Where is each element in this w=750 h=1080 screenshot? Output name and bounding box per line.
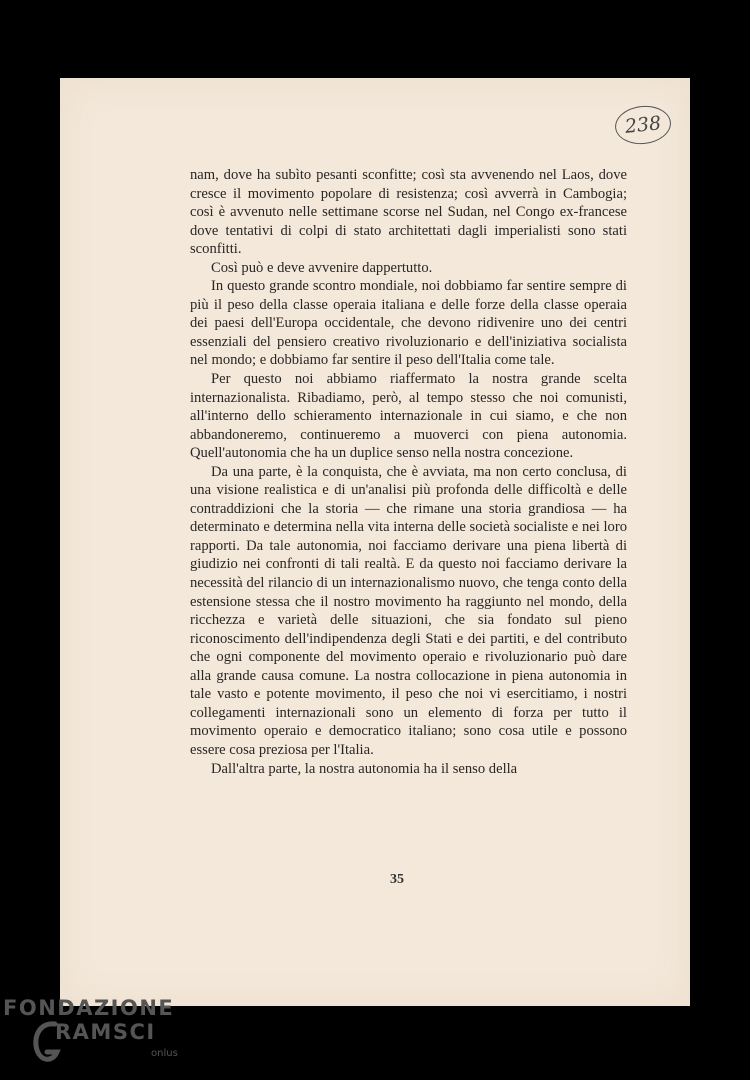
page-number: 35: [390, 872, 404, 887]
watermark-line1: FONDAZIONE: [3, 996, 175, 1020]
paragraph: Così può e deve avvenire dappertutto.: [211, 259, 433, 276]
paragraph: Per questo noi abbiamo riaffermato la nostra grande scelta internazionalista. Ribadiamo, però, al tempo stesso che noi comunisti, all'interno dello schieramento internazionale in cui siamo, e che non abbandoneremo, continueremo a muoverci con piena autonomia. Quell'autonomia che ha un duplice senso nella nostra concezione.: [190, 371, 627, 462]
paragraph: In questo grande scontro mondiale, noi dobbiamo far sentire sempre di più il peso della classe operaia italiana e delle forze della classe operaia dei paesi dell'Europa occidentale, che devono ridivenire uno dei centri essenziali del pensiero creativo rivoluzionario e dell'iniziativa socialista nel mondo; e dobbiamo far sentire il peso dell'Italia come tale.: [190, 278, 627, 369]
watermark-suffix: onlus: [151, 1048, 178, 1059]
archive-number-stamp: 238: [613, 103, 673, 147]
watermark-logo: [3, 996, 193, 1076]
watermark-line2: RAMSCI: [55, 1020, 156, 1044]
paragraph: Da una parte, è la conquista, che è avviata, ma non certo conclusa, di una visione realistica e di un'analisi più profonda delle difficoltà e delle contraddizioni che la storia — che rimane una storia grandiosa — ha determinato e determina nella vita interna delle società socialiste e nei loro rapporti. Da tale autonomia, noi facciamo derivare una piena libertà di giudizio nei confronti di tali realtà. E da questo noi facciamo derivare la necessità del rilancio di un internazionalismo nuovo, che tenga conto della estensione stessa che il nostro movimento ha raggiunto nel mondo, della ricchezza e varietà delle situazioni, che sia fondato sul pieno riconoscimento dell'indipendenza degli Stati e dei partiti, e del contributo che ogni componente del movimento operaio e rivoluzionario può dare alla grande causa comune. La nostra collocazione in piena autonomia in tale vasto e potente movimento, il peso che noi vi esercitiamo, i nostri collegamenti internazionali sono un elemento di forza per tutto il movimento operaio e democratico italiano; sono cosa utile e possono essere cosa preziosa per l'Italia.: [190, 463, 627, 758]
paragraph: Dall'altra parte, la nostra autonomia ha il senso della: [211, 760, 518, 777]
paragraph: nam, dove ha subìto pesanti sconfitte; così sta avvenendo nel Laos, dove cresce il movimento popolare di resistenza; così avverrà in Cambogia; così è avvenuto nelle settimane scorse nel Sudan, nel Congo ex-francese dove tentativi di colpi di stato architettati dagli imperialisti sono stati sconfitti.: [190, 167, 627, 258]
body-text: [190, 166, 627, 778]
